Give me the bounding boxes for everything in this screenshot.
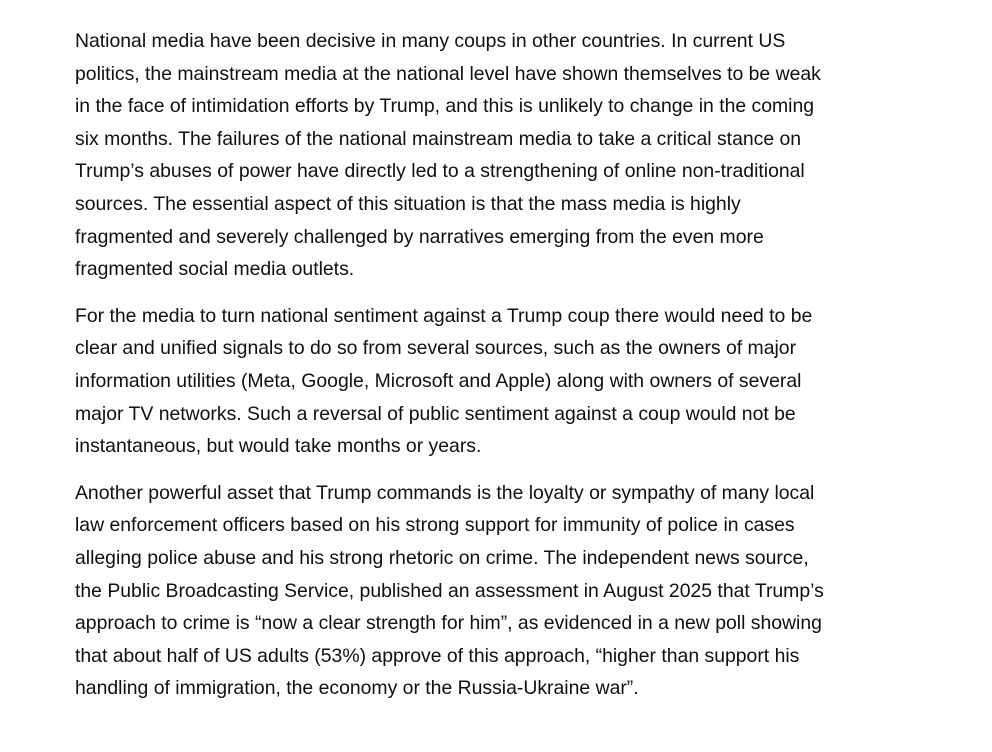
text-line: fragmented social media outlets. (75, 258, 355, 281)
text-line: Trump’s abuses of power have directly led to a strengthening of online non-traditional (75, 160, 805, 183)
text-line: handling of immigration, the economy or the Russia-Ukraine war”. (75, 677, 639, 700)
text-line: information utilities (Meta, Google, Microsoft and Apple) along with owners of several (75, 369, 802, 392)
text-line: For the media to turn national sentiment against a Trump coup there would need to be (75, 304, 813, 327)
text-line: major TV networks. Such a reversal of public sentiment against a coup would not be (75, 402, 796, 425)
text-line: in the face of intimidation efforts by Trump, and this is unlikely to change in the coming (75, 95, 815, 118)
text-line: fragmented and severely challenged by narratives emerging from the even more (75, 225, 764, 248)
text-line: approach to crime is “now a clear strength for him”, as evidenced in a new poll showing (75, 612, 822, 635)
text-line: alleging police abuse and his strong rhetoric on crime. The independent news source, (75, 546, 809, 569)
text-line: law enforcement officers based on his strong support for immunity of police in cases (75, 514, 795, 537)
text-line: instantaneous, but would take months or years. (75, 435, 482, 458)
text-line: that about half of US adults (53%) approve of this approach, “higher than support his (75, 644, 800, 667)
text-line: politics, the mainstream media at the national level have shown themselves to be weak (75, 62, 821, 85)
paragraph-media-sentiment (75, 300, 945, 463)
text-line: sources. The essential aspect of this situation is that the mass media is highly (75, 192, 741, 215)
paragraph-national-media (75, 25, 945, 286)
text-line: the Public Broadcasting Service, published an assessment in August 2025 that Trump’s (75, 579, 824, 602)
text-line: National media have been decisive in many coups in other countries. In current US (75, 30, 786, 52)
paragraph-law-enforcement (75, 477, 945, 705)
document-body (75, 25, 945, 719)
text-line: clear and unified signals to do so from several sources, such as the owners of major (75, 337, 797, 360)
text-line: six months. The failures of the national mainstream media to take a critical stance on (75, 127, 802, 150)
text-line: Another powerful asset that Trump commands is the loyalty or sympathy of many local (75, 481, 815, 504)
